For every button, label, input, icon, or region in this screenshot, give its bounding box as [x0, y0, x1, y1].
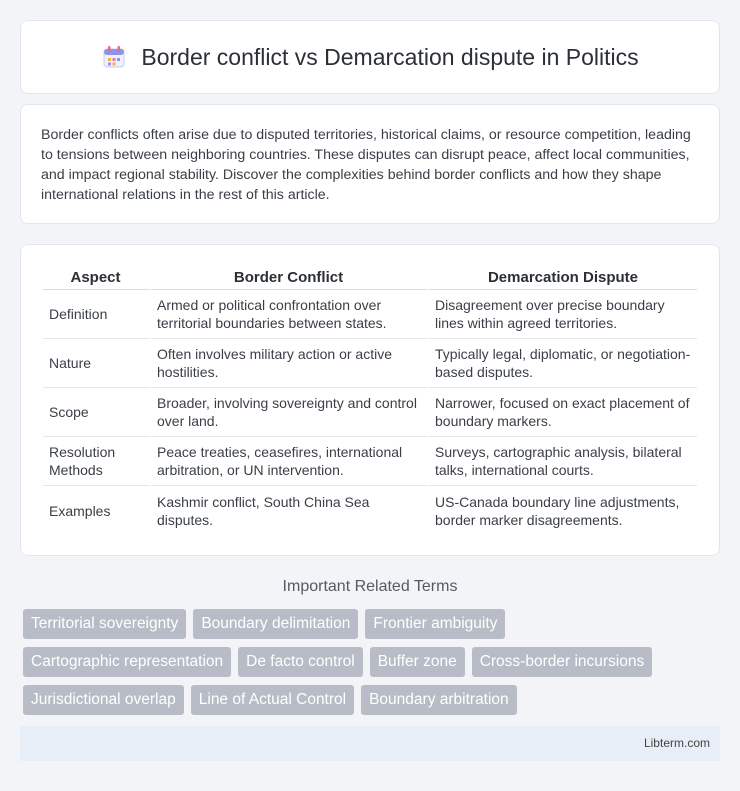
tag-territorial-sovereignty[interactable]: Territorial sovereignty — [23, 609, 186, 639]
tag-boundary-delimitation[interactable]: Boundary delimitation — [193, 609, 358, 639]
row-border-conflict-cell: Broader, involving sovereignty and control over land. — [151, 388, 429, 437]
row-aspect-cell: Definition — [43, 290, 151, 339]
related-terms-list — [23, 609, 723, 723]
table-row — [43, 486, 697, 535]
calendar-icon — [101, 44, 127, 70]
table-row — [43, 339, 697, 388]
row-demarcation-cell: Surveys, cartographic analysis, bilateral talks, international courts. — [429, 437, 697, 486]
header-border-conflict: Border Conflict — [151, 265, 429, 290]
row-aspect-cell: Examples — [43, 486, 151, 535]
row-demarcation-cell: Disagreement over precise boundary lines within agreed territories. — [429, 290, 697, 339]
row-demarcation-cell: US-Canada boundary line adjustments, border marker disagreements. — [435, 493, 680, 528]
comparison-table — [43, 265, 697, 535]
footer-site-link[interactable]: Libterm.com — [643, 736, 710, 750]
table-row — [43, 290, 697, 339]
tag-de-facto-control[interactable]: De facto control — [238, 647, 363, 677]
row-demarcation-cell: Narrower, focused on exact placement of boundary markers. — [429, 388, 697, 437]
row-border-conflict-cell: Often involves military action or active hostilities. — [151, 339, 429, 388]
tag-line-of-actual-control[interactable]: Line of Actual Control — [191, 685, 354, 715]
tag-row — [23, 685, 723, 715]
row-demarcation-cell: Typically legal, diplomatic, or negotiation-based disputes. — [429, 339, 697, 388]
header-card — [20, 20, 720, 94]
header-aspect: Aspect — [43, 265, 151, 290]
related-terms-heading: Important Related Terms — [282, 578, 458, 595]
page-title: Border conflict vs Demarcation dispute in Politics — [141, 43, 639, 70]
row-aspect-cell: Resolution Methods — [43, 437, 151, 486]
row-border-conflict-cell: Armed or political confrontation over territorial boundaries between states. — [151, 290, 429, 339]
tag-cross-border-incursions[interactable]: Cross-border incursions — [472, 647, 653, 677]
row-border-conflict-cell: Peace treaties, ceasefires, international arbitration, or UN intervention. — [151, 437, 429, 486]
tag-row — [23, 609, 723, 639]
tag-buffer-zone[interactable]: Buffer zone — [370, 647, 465, 677]
footer — [20, 726, 720, 761]
header-inner — [101, 44, 638, 71]
tag-row — [23, 647, 723, 677]
table-row — [43, 437, 697, 486]
header-demarcation-dispute: Demarcation Dispute — [429, 265, 697, 290]
tag-jurisdictional-overlap[interactable]: Jurisdictional overlap — [23, 685, 184, 715]
comparison-table-card — [20, 244, 720, 556]
row-aspect-cell: Nature — [43, 339, 151, 388]
tag-cartographic-representation[interactable]: Cartographic representation — [23, 647, 231, 677]
table-header-row — [43, 265, 697, 290]
intro-card — [20, 104, 720, 224]
tag-boundary-arbitration[interactable]: Boundary arbitration — [361, 685, 517, 715]
row-border-conflict-cell: Kashmir conflict, South China Sea disputes. — [151, 486, 429, 535]
table-row — [43, 388, 697, 437]
row-aspect-cell: Scope — [43, 388, 151, 437]
tag-frontier-ambiguity[interactable]: Frontier ambiguity — [365, 609, 505, 639]
intro-text: Border conflicts often arise due to disputed territories, historical claims, or resource competition, leading to tensions between neighboring countries. These disputes can disrupt peace, affect local communities, and impact regional stability. Discover the complexities behind border conflicts and how they shape international relations in the rest of this article. — [41, 127, 691, 203]
